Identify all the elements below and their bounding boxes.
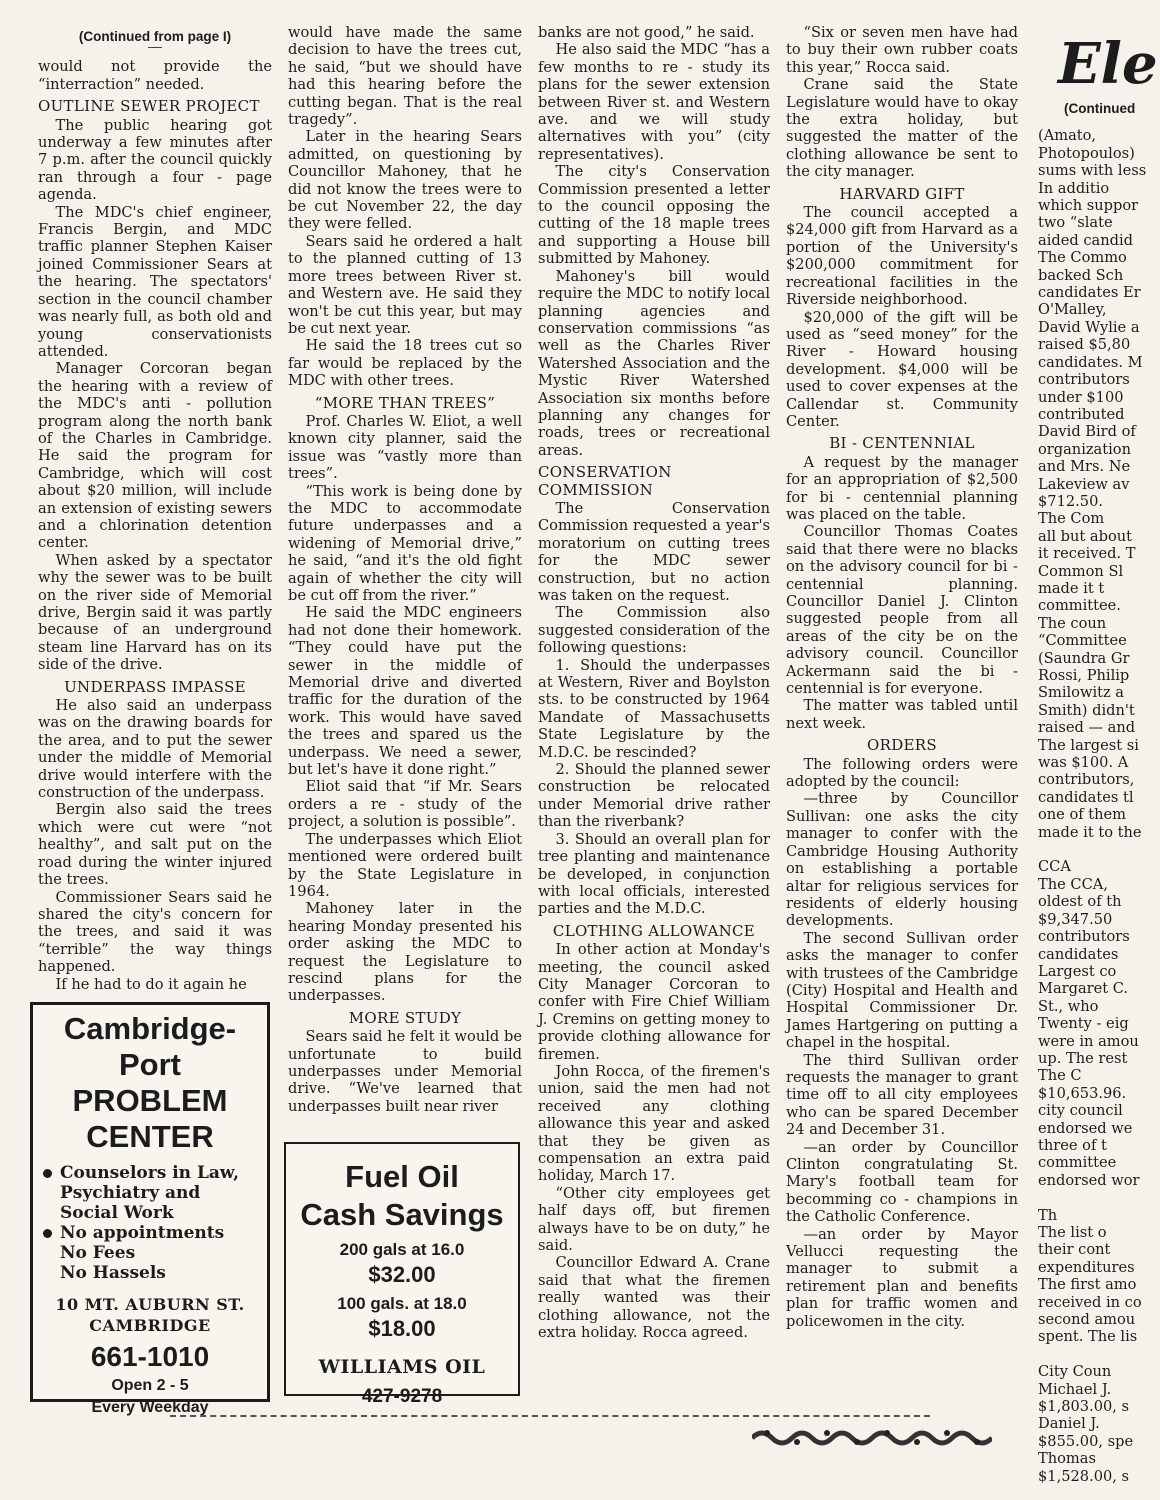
ad-text: No appointments <box>60 1223 225 1243</box>
bullet-icon <box>43 1229 52 1238</box>
text-line: which suppor <box>1038 197 1139 215</box>
page-bottom-rule <box>170 1415 930 1417</box>
paragraph: The Conservation Commission requested a year's moratorium on cutting trees for the MDC sewer construction, but no action was taken on the request. <box>538 499 770 604</box>
list-item <box>43 1163 267 1183</box>
paragraph: The matter was tabled until next week. <box>786 697 1018 732</box>
list-item <box>43 1263 267 1283</box>
text-line: Smith) didn't <box>1038 701 1135 719</box>
text-line: endorsed wor <box>1038 1171 1140 1189</box>
text-line: (Saundra Gr <box>1038 649 1130 667</box>
text-line: contributed <box>1038 405 1125 423</box>
ad-title-line: Port <box>119 1047 181 1082</box>
ad-text: Social Work <box>60 1203 174 1223</box>
ad-text: Psychiatry and <box>60 1183 201 1203</box>
paragraph: 2. Should the planned sewer construction be relocated under Memorial drive rather than the riverbank? <box>538 761 770 831</box>
ad-phone: 427-9278 <box>361 1386 443 1407</box>
ad-title-line: CENTER <box>86 1119 214 1154</box>
ad-services-list <box>43 1163 267 1283</box>
list-item <box>43 1183 267 1203</box>
text-line: City Coun <box>1038 1363 1112 1381</box>
paragraph: The underpasses which Eliot mentioned were ordered built by the State Legislature in 1964. <box>288 830 522 900</box>
text-line: The CCA, <box>1038 875 1108 893</box>
paragraph: The Commission also suggested consideration of the following questions: <box>538 604 770 657</box>
paragraph: $20,000 of the gift will be used as “seed money” for the River - Howard housing development. $4,000 will be used to cover expenses at the Callendar st. Community Center. <box>786 308 1018 430</box>
subhead-outline-sewer-project: OUTLINE SEWER PROJECT <box>38 97 260 116</box>
text-line: The list o <box>1038 1224 1107 1241</box>
bullet-icon <box>43 1169 52 1178</box>
text-line: $1,528.00, s <box>1038 1467 1130 1485</box>
text-line: endorsed we <box>1038 1119 1133 1137</box>
text-line: committee. <box>1038 597 1121 615</box>
text-line: Daniel J. <box>1038 1415 1100 1433</box>
text-line: sums with less <box>1038 162 1147 180</box>
paragraph: He also said the MDC “has a few months to re - study its plans for the sewer extension between River st. and Western ave. and we will study alternatives with you” (city representatives). <box>538 41 770 163</box>
holly-border-icon <box>752 1424 992 1450</box>
paragraph: 1. Should the underpasses at Western, River and Boylston sts. to be constructed by 1964 Mandate of Massachusetts State Legislature by the M.D.C. be rescinded? <box>538 656 770 761</box>
ad-price: $32.00 <box>368 1262 436 1287</box>
text-line: David Wylie a <box>1038 318 1140 336</box>
text-line: raised — and <box>1038 719 1136 737</box>
text-line: Smilowitz a <box>1038 684 1125 702</box>
ad-title-line: Cash Savings <box>300 1197 504 1232</box>
text-line: contributors, <box>1038 771 1135 789</box>
text-line: made it to the <box>1038 823 1142 841</box>
text-line: $1,803.00, s <box>1038 1398 1130 1416</box>
paragraph: A request by the manager for an appropriation of $2,500 for bi - centennial planning was placed on the table. <box>786 453 1018 523</box>
paragraph: Mahoney's bill would require the MDC to notify local planning agencies and conservation commissions “as well as the Charles River Watershed Association and the Mystic River Watershed Association six months before planning any changes for roads, trees or recreational areas. <box>538 267 770 459</box>
subhead-orders: ORDERS <box>867 736 937 755</box>
paragraph: “Six or seven men have had to buy their own rubber coats this year,” Rocca said. <box>786 24 1018 76</box>
subhead-harvard-gift: HARVARD GIFT <box>839 184 965 203</box>
subhead-bi-centennial: BI - CENTENNIAL <box>829 434 975 453</box>
paragraph: The MDC's chief engineer, Francis Bergin, and MDC traffic planner Stephen Kaiser joined Commissioner Sears at the hearing. The spectators' section in the council chamber was nearly full, as both old and young conservationists attended. <box>38 203 272 360</box>
paragraph: Councillor Edward A. Crane said that what the firemen really wanted was their clothing allowance, not the extra holiday. Rocca agreed. <box>538 1254 770 1342</box>
text-line: St., who <box>1038 997 1099 1015</box>
ad-text: Counselors in Law, <box>60 1163 240 1183</box>
paragraph: —an order by Mayor Vellucci requesting the manager to submit a retirement plan and benefits plan for traffic women and policewomen in the city. <box>786 1225 1018 1330</box>
text-line: Rossi, Philip <box>1038 667 1130 684</box>
subhead-more-than-trees: “MORE THAN TREES” <box>314 393 496 412</box>
text-line: The first amo <box>1038 1276 1137 1294</box>
paragraph: Commissioner Sears said he shared the city's concern for the trees, and said it was “terrible” the way things happened. <box>38 888 272 976</box>
text-line: Th <box>1038 1206 1058 1224</box>
ad-offer: 100 gals. at 18.0 <box>337 1294 467 1313</box>
text-line: Common Sl <box>1038 562 1124 580</box>
text-line: three of t <box>1038 1136 1107 1154</box>
paragraph: Mahoney later in the hearing Monday presented his order asking the MDC to request the Legislature to rescind plans for the underpasses. <box>288 900 522 1005</box>
paragraph: would have made the same decision to have the trees cut, he said, “but we should have had this hearing before the cutting began. That is the real tragedy”. <box>288 24 522 129</box>
text-line: up. The rest <box>1038 1049 1128 1067</box>
paragraph: In other action at Monday's meeting, the council asked City Manager Corcoran to confer with Fire Chief William J. Cremins on getting money to provide clothing allowance for firemen. <box>538 941 770 1063</box>
text-line: Photopoulos) <box>1038 144 1135 162</box>
paragraph: Sears said he felt it would be unfortunate to build underpasses under Memorial drive. “We've learned that underpasses built near river <box>288 1028 522 1115</box>
fuel-oil-ad <box>284 1142 520 1407</box>
paragraph: Manager Corcoran began the hearing with a review of the MDC's anti - pollution program along the north bank of the Charles in Cambridge. He said the program for Cambridge, which will cost about $20 million, will include an extension of existing sewers and a chlorination detention center. <box>38 360 272 552</box>
text-line: were in amou <box>1038 1032 1139 1050</box>
column-2 <box>288 24 522 1115</box>
ad-company: WILLIAMS OIL <box>318 1356 486 1378</box>
paragraph: He said the MDC engineers had not done their homework. “They could have put the sewer in the middle of Memorial drive and diverted traffic for the duration of the work. This would have saved the trees and spared us the underpass. We need a sewer, but let's have it done right.” <box>288 604 522 779</box>
text-line: backed Sch <box>1038 266 1124 284</box>
text-line: under $100 <box>1038 388 1124 406</box>
subhead-underpass-impasse: UNDERPASS IMPASSE <box>64 677 246 696</box>
column-1 <box>38 24 272 993</box>
paragraph: Bergin also said the trees which were cut were “not healthy”, and salt put on the road during the winter injured the trees. <box>38 801 272 889</box>
paragraph: If he had to do it again he <box>55 975 247 993</box>
ad-hours: Open 2 - 5 <box>111 1377 189 1394</box>
text-line: candidates Er <box>1038 284 1141 302</box>
list-item <box>43 1223 267 1243</box>
text-line: made it t <box>1038 579 1105 597</box>
text-line: and Mrs. Ne <box>1038 458 1131 476</box>
text-line: (Amato, <box>1038 127 1097 145</box>
ad-offer: 200 gals at 16.0 <box>339 1240 465 1259</box>
paragraph: He also said an underpass was on the drawing boards for the area, and to put the sewer under the middle of Memorial drive would interfere with the construction of the underpass. <box>38 697 272 802</box>
ad-title-line: Cambridge- <box>63 1011 237 1046</box>
column-3 <box>538 24 770 1341</box>
paragraph: The second Sullivan order asks the manager to confer with trustees of the Cambridge (City) Hospital and Health and Hospital Commissioner Dr. James Hartgering on putting a chapel in the hospital. <box>786 929 1018 1052</box>
paragraph: —an order by Councillor Clinton congratulating St. Mary's football team for becomming co - champions in the Catholic Conference. <box>786 1138 1018 1226</box>
text-line: oldest of th <box>1038 893 1122 911</box>
paragraph: The city's Conservation Commission presented a letter to the council opposing the cutting of the 18 maple trees and supporting a House bill submitted by Mahoney. <box>538 163 770 268</box>
paragraph: would not provide the “interraction” needed. <box>38 58 272 93</box>
list-item <box>43 1203 267 1223</box>
text-line <box>1038 841 1160 858</box>
column-5-clipped <box>1038 24 1160 1485</box>
text-line: aided candid <box>1038 231 1133 249</box>
text-line: Largest co <box>1038 962 1117 980</box>
text-line: was $100. A <box>1038 754 1129 772</box>
text-line: Margaret C. <box>1038 980 1129 998</box>
text-line <box>1038 1189 1160 1206</box>
text-line: The largest si <box>1038 736 1139 754</box>
clipped-lines <box>1038 127 1160 1485</box>
divider <box>148 47 162 48</box>
paragraph: Later in the hearing Sears admitted, on questioning by Councillor Mahoney, that he did not know the trees were to be cut November 22, the day they were felled. <box>288 128 522 233</box>
text-line: The C <box>1038 1067 1082 1085</box>
paragraph: The following orders were adopted by the council: <box>786 755 1018 791</box>
paragraph: John Rocca, of the firemen's union, said the men had not received any clothing allowance this year and asked that they be given as compensation an extra paid holiday, March 17. <box>538 1062 770 1185</box>
text-line: candidates. M <box>1038 353 1143 371</box>
text-line: expenditures <box>1038 1258 1135 1276</box>
text-line: one of them <box>1038 806 1127 824</box>
text-line: contributors <box>1038 928 1130 946</box>
text-line: candidates tl <box>1038 788 1134 806</box>
ad-text: No Fees <box>60 1243 136 1263</box>
text-line: received in co <box>1038 1293 1142 1311</box>
problem-center-ad <box>30 1002 270 1416</box>
subhead-conservation-commission: CONSERVATION COMMISSION <box>538 463 672 499</box>
text-line: candidates <box>1038 945 1119 963</box>
paragraph: 3. Should an overall plan for tree planting and maintenance be developed, in conjunction with local officials, interested parties and the M.D.C. <box>538 830 770 918</box>
paragraph: Eliot said that “if Mr. Sears orders a re - study of the project, a solution is possible”. <box>288 778 522 831</box>
text-line: David Bird of <box>1038 423 1136 441</box>
continued-label: (Continued from page I) <box>78 29 232 44</box>
ad-title-line: Fuel Oil <box>345 1159 459 1194</box>
paragraph: Crane said the State Legislature would have to okay the extra holiday, but suggested the matter of the clothing allowance be sent to the city manager. <box>786 76 1018 181</box>
text-line: The Commo <box>1038 249 1127 267</box>
ad-phone: 661-1010 <box>90 1341 210 1372</box>
text-line: Lakeview av <box>1038 475 1130 493</box>
text-line: O'Malley, <box>1038 301 1107 319</box>
text-line: CCA <box>1038 858 1071 876</box>
text-line: spent. The lis <box>1038 1328 1138 1346</box>
text-line: it received. T <box>1038 545 1136 563</box>
text-line: two “slate <box>1038 214 1113 232</box>
paragraph: Councillor Thomas Coates said that there were no blacks on the advisory council for bi - centennial planning. Councillor Daniel J. Clinton suggested people from all areas of the city be on the advisory council. Councillor Ackermann said the bi - centennial is for everyone. <box>786 523 1018 698</box>
headline-elections: Ele <box>1058 31 1158 97</box>
text-line: Michael J. <box>1038 1380 1112 1398</box>
ad-price: $18.00 <box>368 1316 436 1341</box>
paragraph: The public hearing got underway a few minutes after 7 p.m. after the council quickly ran through a four - page agenda. <box>38 116 272 204</box>
ad-address: 10 MT. AUBURN ST. <box>55 1295 245 1314</box>
text-line: $10,653.96. <box>1038 1084 1127 1102</box>
text-line: In additio <box>1038 179 1110 197</box>
paragraph: “Other city employees get half days off, but firemen always have to be on duty,” he said. <box>538 1184 770 1255</box>
text-line: all but about <box>1038 527 1133 545</box>
paragraph: He said the 18 trees cut so far would be replaced by the MDC with other trees. <box>288 337 522 390</box>
column-4 <box>786 24 1018 1330</box>
text-line: The Com <box>1038 510 1105 528</box>
ad-title-line: PROBLEM <box>72 1083 228 1118</box>
paragraph: —three by Councillor Sullivan: one asks the city manager to confer with the Cambridge Housing Authority on establishing a portable altar for religious services for residents of elderly housing developments. <box>786 790 1018 930</box>
paragraph: Prof. Charles W. Eliot, a well known city planner, said the issue was “vastly more than trees”. <box>288 412 522 483</box>
ad-city: CAMBRIDGE <box>89 1316 211 1335</box>
text-line: their cont <box>1038 1241 1111 1259</box>
text-line: The coun <box>1038 614 1107 632</box>
text-line: $712.50. <box>1038 492 1103 510</box>
paragraph: Sears said he ordered a halt to the planned cutting of 13 more trees between River st. and Western ave. He said they won't be cut this year, but may be cut next year. <box>288 232 522 337</box>
ad-text: No Hassels <box>60 1263 166 1283</box>
paragraph: The council accepted a $24,000 gift from Harvard as a portion of the University's $200,000 commitment for recreational facilities in the Riverside neighborhood. <box>786 204 1018 309</box>
ad-days: Every Weekday <box>91 1399 209 1416</box>
text-line <box>1038 1346 1160 1363</box>
paragraph: banks are not good,” he said. <box>538 24 755 41</box>
text-line: $855.00, spe <box>1038 1432 1134 1450</box>
text-line: organization <box>1038 440 1131 458</box>
text-line: Twenty - eig <box>1038 1015 1129 1033</box>
text-line: $9,347.50 <box>1038 910 1113 928</box>
paragraph: “This work is being done by the MDC to accommodate future underpasses and a widening of Memorial drive,” he said, “and it's the old fight again of whether the city will be cut off from the river.” <box>288 482 522 604</box>
text-line: “Committee <box>1038 632 1127 650</box>
subhead-more-study: MORE STUDY <box>348 1008 462 1027</box>
paragraph: When asked by a spectator why the sewer was to be built on the river side of Memorial drive, Bergin said it was partly because of an underground steam line Harvard has on its side of the drive. <box>38 551 272 674</box>
subhead-clothing-allowance: CLOTHING ALLOWANCE <box>552 921 756 940</box>
paragraph: The third Sullivan order requests the manager to grant time off to all city employees who can be spared December 24 and December 31. <box>786 1051 1018 1139</box>
text-line: contributors <box>1038 371 1130 389</box>
text-line: Thomas <box>1038 1450 1096 1468</box>
list-item <box>43 1243 267 1263</box>
text-line: raised $5,80 <box>1038 336 1131 354</box>
continued-label: (Continued <box>1064 101 1136 116</box>
text-line: city council <box>1038 1102 1123 1120</box>
text-line: committee <box>1038 1154 1117 1172</box>
text-line: second amou <box>1038 1311 1136 1329</box>
